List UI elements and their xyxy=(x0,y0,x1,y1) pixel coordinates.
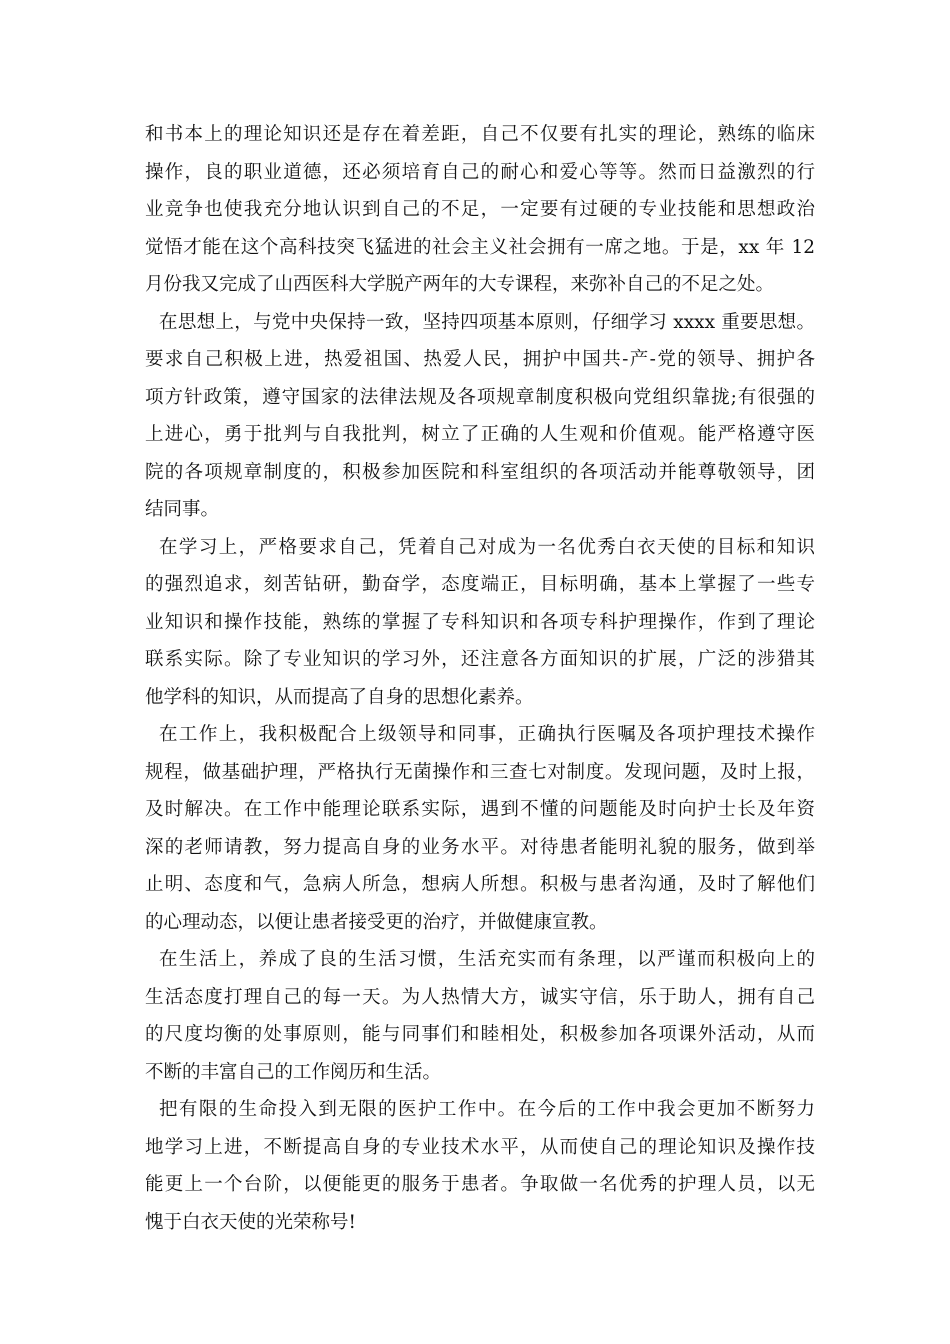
paragraph-first-line: 在思想上，与党中央保持一致，坚持四项基本原则，仔细学习 xxxx 重要思想。 xyxy=(159,311,815,333)
text-line: 操作，良的职业道德，还必须培育自己的耐心和爱心等等。然而日益激烈的行 xyxy=(145,161,815,183)
text-line: 项方针政策，遵守国家的法律法规及各项规章制度积极向党组织靠拢;有很强的 xyxy=(145,386,815,408)
paragraph-first-line: 把有限的生命投入到无限的医护工作中。在今后的工作中我会更加不断努力 xyxy=(159,1099,815,1120)
text-line: 止明、态度和气，急病人所急，想病人所想。积极与患者沟通，及时了解他们 xyxy=(145,874,815,895)
text-line: 和书本上的理论知识还是存在着差距，自己不仅要有扎实的理论，熟练的临床 xyxy=(145,124,815,145)
text-line: 他学科的知识，从而提高了自身的思想化素养。 xyxy=(145,686,534,708)
text-line: 上进心，勇于批判与自我批判，树立了正确的人生观和价值观。能严格遵守医 xyxy=(145,424,815,445)
paragraph-first-line: 在工作上，我积极配合上级领导和同事，正确执行医嘱及各项护理技术操作 xyxy=(159,724,815,745)
text-line: 及时解决。在工作中能理论联系实际，遇到不懂的问题能及时向护士长及年资 xyxy=(145,799,815,820)
text-line: 结同事。 xyxy=(145,499,220,520)
text-line: 的心理动态，以便让患者接受更的治疗，并做健康宣教。 xyxy=(145,911,608,933)
text-line: 月份我又完成了山西医科大学脱产两年的大专课程，来弥补自己的不足之处。 xyxy=(145,274,775,295)
document-body xyxy=(145,116,815,1241)
text-line: 能更上一个台阶，以便能更的服务于患者。争取做一名优秀的护理人员，以无 xyxy=(145,1174,815,1195)
text-line: 业竞争也使我充分地认识到自己的不足，一定要有过硬的专业技能和思想政治 xyxy=(145,199,815,220)
text-line: 地学习上进，不断提高自身的专业技术水平，从而使自己的理论知识及操作技 xyxy=(145,1136,815,1158)
text-line: 的强烈追求，刻苦钻研，勤奋学，态度端正，目标明确，基本上掌握了一些专 xyxy=(145,574,815,595)
text-line: 愧于白衣天使的光荣称号! xyxy=(145,1211,356,1233)
text-line: 觉悟才能在这个高科技突飞猛进的社会主义社会拥有一席之地。于是，xx 年 12 xyxy=(145,236,815,258)
text-line: 生活态度打理自己的每一天。为人热情大方，诚实守信，乐于助人，拥有自己 xyxy=(145,986,815,1008)
text-line: 要求自己积极上进，热爱祖国、热爱人民，拥护中国共-产-党的领导、拥护各 xyxy=(145,349,815,370)
text-line: 不断的丰富自己的工作阅历和生活。 xyxy=(145,1061,442,1083)
text-line: 规程，做基础护理，严格执行无菌操作和三查七对制度。发现问题，及时上报， xyxy=(145,761,815,783)
text-line: 院的各项规章制度的，积极参加医院和科室组织的各项活动并能尊敬领导，团 xyxy=(145,461,815,483)
text-line: 联系实际。除了专业知识的学习外，还注意各方面知识的扩展，广泛的涉猎其 xyxy=(145,649,815,670)
text-line: 深的老师请教，努力提高自身的业务水平。对待患者能明礼貌的服务，做到举 xyxy=(145,836,815,858)
text-line: 业知识和操作技能，熟练的掌握了专科知识和各项专科护理操作，作到了理论 xyxy=(145,611,815,633)
paragraph-first-line: 在学习上，严格要求自己，凭着自己对成为一名优秀白衣天使的目标和知识 xyxy=(159,536,815,558)
text-line: 的尺度均衡的处事原则，能与同事们和睦相处，积极参加各项课外活动，从而 xyxy=(145,1024,815,1045)
paragraph-first-line: 在生活上，养成了良的生活习惯，生活充实而有条理，以严谨而积极向上的 xyxy=(159,949,815,970)
